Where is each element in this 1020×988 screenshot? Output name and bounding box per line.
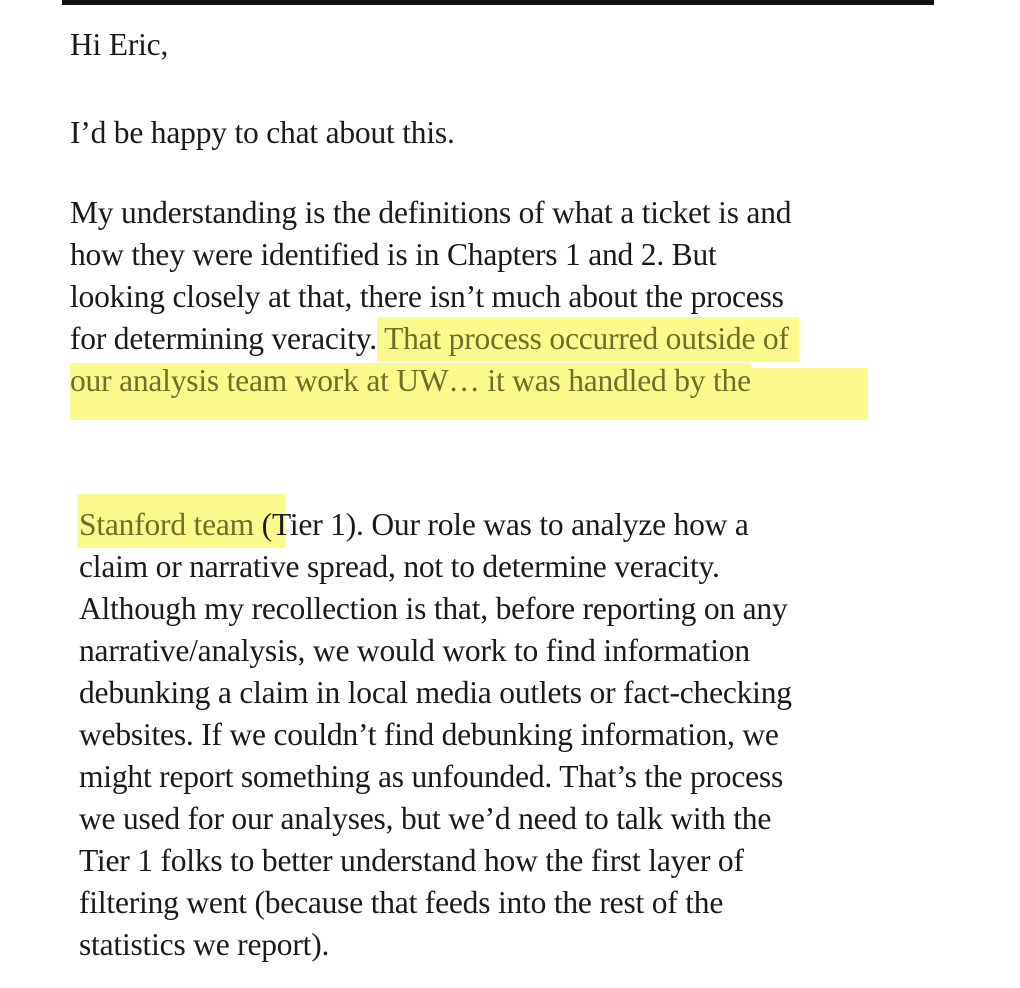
- p3-line: websites. If we couldn’t find debunking information, we: [79, 717, 779, 752]
- p3-line: Although my recollection is that, before reporting on any: [79, 591, 788, 626]
- p3-plain-text: (Tier 1). Our role was to analyze how a: [253, 507, 749, 542]
- highlighted-text: That process occurred outside of: [377, 317, 799, 362]
- p3-line: filtering went (because that feeds into the rest of the: [79, 885, 724, 920]
- p3-line: Tier 1 folks to better understand how the first layer of: [79, 843, 744, 878]
- p2-line: My understanding is the definitions of what a ticket is and: [70, 195, 792, 230]
- greeting: [70, 24, 168, 66]
- p2-plain-text: for determining veracity.: [70, 321, 377, 356]
- p2-line: how they were identified is in Chapters 1 and 2. But: [70, 237, 717, 272]
- highlighted-text: our analysis team work at UW… it was handled by the: [70, 363, 751, 398]
- p2-line: [70, 318, 799, 360]
- greeting-text: Hi Eric,: [70, 27, 169, 62]
- highlighted-text: Stanford team: [79, 507, 254, 542]
- p3-line: we used for our analyses, but we’d need to talk with the: [79, 801, 772, 836]
- paragraph-2: [70, 192, 799, 402]
- p3-line: narrative/analysis, we would work to find information: [79, 633, 750, 668]
- p2-line: [70, 360, 799, 402]
- paragraph-1: [70, 112, 455, 154]
- p3-line: claim or narrative spread, not to determine veracity.: [79, 549, 720, 584]
- p3-line: might report something as unfounded. That’s the process: [79, 759, 784, 794]
- paragraph-3: [79, 504, 792, 966]
- p3-line: [79, 504, 792, 546]
- p2-line: looking closely at that, there isn’t much about the process: [70, 279, 784, 314]
- paragraph-1-text: I’d be happy to chat about this.: [70, 115, 455, 150]
- top-divider: [62, 0, 934, 5]
- p3-line: statistics we report).: [79, 927, 330, 962]
- p3-line: debunking a claim in local media outlets or fact-checking: [79, 675, 792, 710]
